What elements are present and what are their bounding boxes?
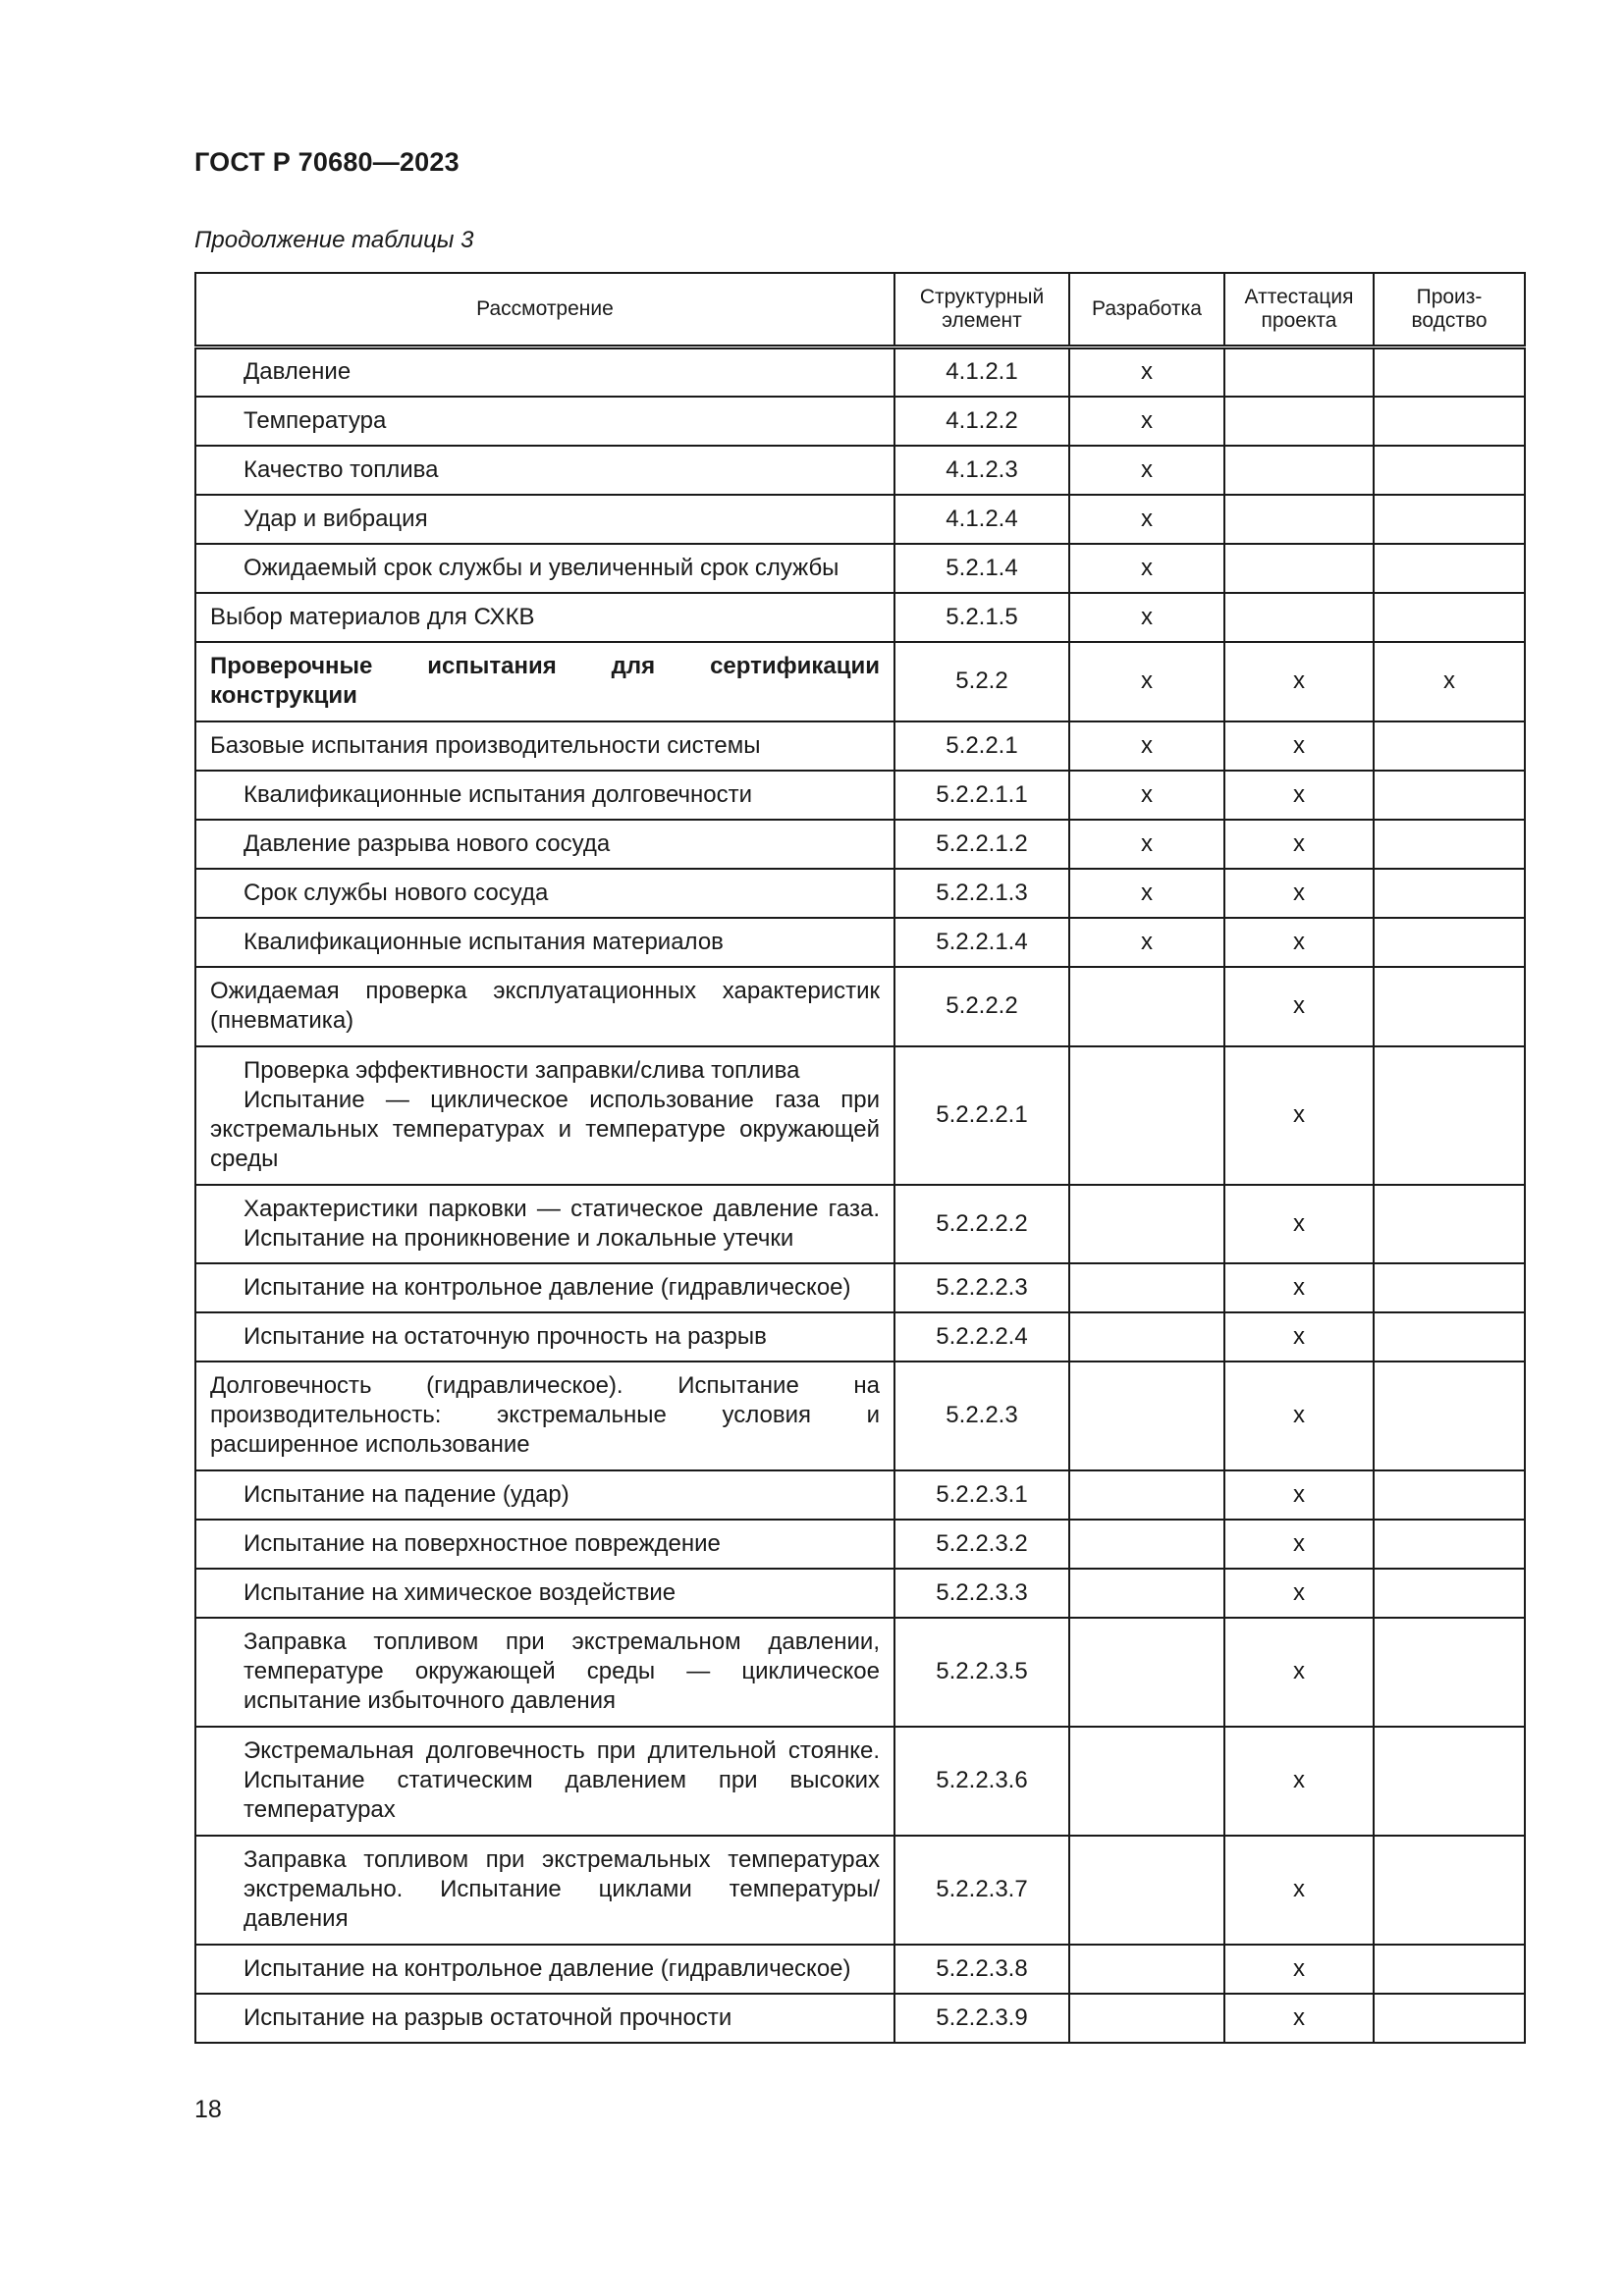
table-row — [195, 347, 1525, 397]
row-development — [1069, 1312, 1224, 1362]
table-row — [195, 495, 1525, 544]
row-production — [1374, 918, 1525, 967]
row-production — [1374, 1836, 1525, 1945]
row-name: Испытание на падение (удар) — [195, 1470, 894, 1520]
row-attestation — [1224, 593, 1374, 642]
row-name: Испытание на контрольное давление (гидравлическое) — [195, 1945, 894, 1994]
col-header-attestation: Аттестация проекта — [1224, 273, 1374, 347]
row-development: x — [1069, 642, 1224, 721]
row-production — [1374, 446, 1525, 495]
row-development: x — [1069, 771, 1224, 820]
row-name: Заправка топливом при экстремальном давлении, температуре окружающей среды — циклическое испытание избыточного давления — [195, 1618, 894, 1727]
row-attestation: x — [1224, 1994, 1374, 2043]
row-production — [1374, 1945, 1525, 1994]
row-attestation: x — [1224, 820, 1374, 869]
row-name: Срок службы нового сосуда — [195, 869, 894, 918]
requirements-table — [194, 272, 1526, 2044]
col-header-element: Структурный элемент — [894, 273, 1069, 347]
row-attestation: x — [1224, 1185, 1374, 1263]
row-name — [195, 1046, 894, 1185]
row-production — [1374, 820, 1525, 869]
row-development — [1069, 1185, 1224, 1263]
row-development — [1069, 1945, 1224, 1994]
row-name: Квалификационные испытания материалов — [195, 918, 894, 967]
row-name: Квалификационные испытания долговечности — [195, 771, 894, 820]
table-row — [195, 1994, 1525, 2043]
row-attestation: x — [1224, 1470, 1374, 1520]
row-development: x — [1069, 347, 1224, 397]
row-development: x — [1069, 869, 1224, 918]
row-development: x — [1069, 721, 1224, 771]
row-production — [1374, 347, 1525, 397]
row-element: 5.2.2.3.9 — [894, 1994, 1069, 2043]
row-production — [1374, 771, 1525, 820]
table-row — [195, 1046, 1525, 1185]
row-production — [1374, 544, 1525, 593]
row-name: Долговечность (гидравлическое). Испытание на производительность: экстремальные условия и расширенное использование — [195, 1362, 894, 1470]
row-element: 5.2.1.5 — [894, 593, 1069, 642]
row-element: 5.2.2.3.8 — [894, 1945, 1069, 1994]
row-production — [1374, 1727, 1525, 1836]
table-row — [195, 1263, 1525, 1312]
col-header-production: Произ- водство — [1374, 273, 1525, 347]
row-development: x — [1069, 544, 1224, 593]
row-production — [1374, 397, 1525, 446]
row-production — [1374, 1046, 1525, 1185]
row-element: 5.2.2.3.1 — [894, 1470, 1069, 1520]
table-row — [195, 869, 1525, 918]
row-development — [1069, 1618, 1224, 1727]
row-element: 5.2.2.3.3 — [894, 1569, 1069, 1618]
row-attestation: x — [1224, 1362, 1374, 1470]
row-name: Испытание на остаточную прочность на разрыв — [195, 1312, 894, 1362]
row-name: Ожидаемый срок службы и увеличенный срок службы — [195, 544, 894, 593]
row-element: 5.2.2.3.2 — [894, 1520, 1069, 1569]
row-name: Заправка топливом при экстремальных температурах экстремально. Испытание циклами температуры/давления — [195, 1836, 894, 1945]
row-production — [1374, 1520, 1525, 1569]
document-title: ГОСТ Р 70680—2023 — [194, 147, 460, 177]
row-element: 4.1.2.3 — [894, 446, 1069, 495]
table-row — [195, 642, 1525, 721]
row-element: 5.2.2.1.1 — [894, 771, 1069, 820]
table-row — [195, 1520, 1525, 1569]
row-attestation: x — [1224, 967, 1374, 1046]
row-name: Базовые испытания производительности системы — [195, 721, 894, 771]
row-element: 5.2.2.2.1 — [894, 1046, 1069, 1185]
row-element: 4.1.2.1 — [894, 347, 1069, 397]
row-development — [1069, 1470, 1224, 1520]
row-element: 5.2.2.2 — [894, 967, 1069, 1046]
row-development — [1069, 1994, 1224, 2043]
row-element: 5.2.2.1.2 — [894, 820, 1069, 869]
row-production — [1374, 1994, 1525, 2043]
row-production — [1374, 593, 1525, 642]
row-development — [1069, 1263, 1224, 1312]
row-attestation: x — [1224, 1312, 1374, 1362]
row-element: 5.2.1.4 — [894, 544, 1069, 593]
row-name: Испытание на разрыв остаточной прочности — [195, 1994, 894, 2043]
page-number: 18 — [194, 2096, 222, 2123]
row-attestation: x — [1224, 1727, 1374, 1836]
row-element: 5.2.2.1 — [894, 721, 1069, 771]
row-development: x — [1069, 397, 1224, 446]
row-element: 5.2.2.2.2 — [894, 1185, 1069, 1263]
table-row — [195, 1312, 1525, 1362]
row-attestation: x — [1224, 721, 1374, 771]
row-production — [1374, 869, 1525, 918]
col-header-development: Разработка — [1069, 273, 1224, 347]
table-row — [195, 544, 1525, 593]
row-name: Давление разрыва нового сосуда — [195, 820, 894, 869]
table-row — [195, 1727, 1525, 1836]
row-name: Характеристики парковки — статическое давление газа. Испытание на проникновение и локальные утечки — [195, 1185, 894, 1263]
table-row — [195, 446, 1525, 495]
row-attestation: x — [1224, 869, 1374, 918]
row-name: Давление — [195, 347, 894, 397]
table-row — [195, 1362, 1525, 1470]
row-production — [1374, 495, 1525, 544]
row-name: Удар и вибрация — [195, 495, 894, 544]
table-row — [195, 1836, 1525, 1945]
table-row — [195, 1618, 1525, 1727]
row-development: x — [1069, 820, 1224, 869]
row-production — [1374, 1312, 1525, 1362]
row-attestation — [1224, 397, 1374, 446]
row-attestation: x — [1224, 918, 1374, 967]
row-attestation: x — [1224, 1618, 1374, 1727]
table-caption: Продолжение таблицы 3 — [194, 227, 474, 253]
row-element: 5.2.2.3.6 — [894, 1727, 1069, 1836]
row-name: Испытание на контрольное давление (гидравлическое) — [195, 1263, 894, 1312]
row-name: Выбор материалов для СХКВ — [195, 593, 894, 642]
row-development — [1069, 1046, 1224, 1185]
row-attestation — [1224, 495, 1374, 544]
row-development — [1069, 1362, 1224, 1470]
row-attestation — [1224, 347, 1374, 397]
table-row — [195, 1945, 1525, 1994]
row-development: x — [1069, 918, 1224, 967]
row-development: x — [1069, 446, 1224, 495]
row-name: Экстремальная долговечность при длительной стоянке. Испытание статическим давлением при высоких температурах — [195, 1727, 894, 1836]
row-development — [1069, 1727, 1224, 1836]
table-row — [195, 1470, 1525, 1520]
row-name: Проверочные испытания для сертификации конструкции — [195, 642, 894, 721]
row-attestation: x — [1224, 1520, 1374, 1569]
row-attestation — [1224, 446, 1374, 495]
row-production: x — [1374, 642, 1525, 721]
row-element: 5.2.2 — [894, 642, 1069, 721]
row-production — [1374, 721, 1525, 771]
table-row — [195, 771, 1525, 820]
table-row — [195, 1569, 1525, 1618]
row-production — [1374, 1185, 1525, 1263]
row-attestation: x — [1224, 1046, 1374, 1185]
table-row — [195, 918, 1525, 967]
table-row — [195, 820, 1525, 869]
row-name: Температура — [195, 397, 894, 446]
row-attestation: x — [1224, 1569, 1374, 1618]
row-name-line-1: Проверка эффективности заправки/слива топлива — [244, 1057, 800, 1084]
row-development — [1069, 1520, 1224, 1569]
row-element: 5.2.2.3.5 — [894, 1618, 1069, 1727]
row-production — [1374, 1362, 1525, 1470]
row-element: 5.2.2.3.7 — [894, 1836, 1069, 1945]
row-element: 5.2.2.1.3 — [894, 869, 1069, 918]
table-row — [195, 967, 1525, 1046]
row-production — [1374, 1569, 1525, 1618]
row-element: 5.2.2.2.4 — [894, 1312, 1069, 1362]
row-development — [1069, 1836, 1224, 1945]
row-development — [1069, 967, 1224, 1046]
row-name: Качество топлива — [195, 446, 894, 495]
table-row — [195, 397, 1525, 446]
row-element: 4.1.2.4 — [894, 495, 1069, 544]
row-element: 5.2.2.3 — [894, 1362, 1069, 1470]
row-production — [1374, 1470, 1525, 1520]
row-attestation: x — [1224, 642, 1374, 721]
row-attestation: x — [1224, 1263, 1374, 1312]
row-element: 5.2.2.1.4 — [894, 918, 1069, 967]
table-row — [195, 721, 1525, 771]
row-name-line-2: Испытание — циклическое использование газа при экстремальных температурах и температуре окружающей среды — [210, 1087, 880, 1172]
col-header-review: Рассмотрение — [195, 273, 894, 347]
row-development — [1069, 1569, 1224, 1618]
row-development: x — [1069, 495, 1224, 544]
table-header-row — [195, 273, 1525, 347]
row-name: Испытание на поверхностное повреждение — [195, 1520, 894, 1569]
row-element: 5.2.2.2.3 — [894, 1263, 1069, 1312]
row-attestation: x — [1224, 1836, 1374, 1945]
table-row — [195, 1185, 1525, 1263]
row-development: x — [1069, 593, 1224, 642]
row-attestation: x — [1224, 771, 1374, 820]
row-name: Испытание на химическое воздействие — [195, 1569, 894, 1618]
row-attestation: x — [1224, 1945, 1374, 1994]
table-row — [195, 593, 1525, 642]
row-attestation — [1224, 544, 1374, 593]
row-production — [1374, 967, 1525, 1046]
row-production — [1374, 1618, 1525, 1727]
row-element: 4.1.2.2 — [894, 397, 1069, 446]
row-name: Ожидаемая проверка эксплуатационных характеристик (пневматика) — [195, 967, 894, 1046]
row-production — [1374, 1263, 1525, 1312]
